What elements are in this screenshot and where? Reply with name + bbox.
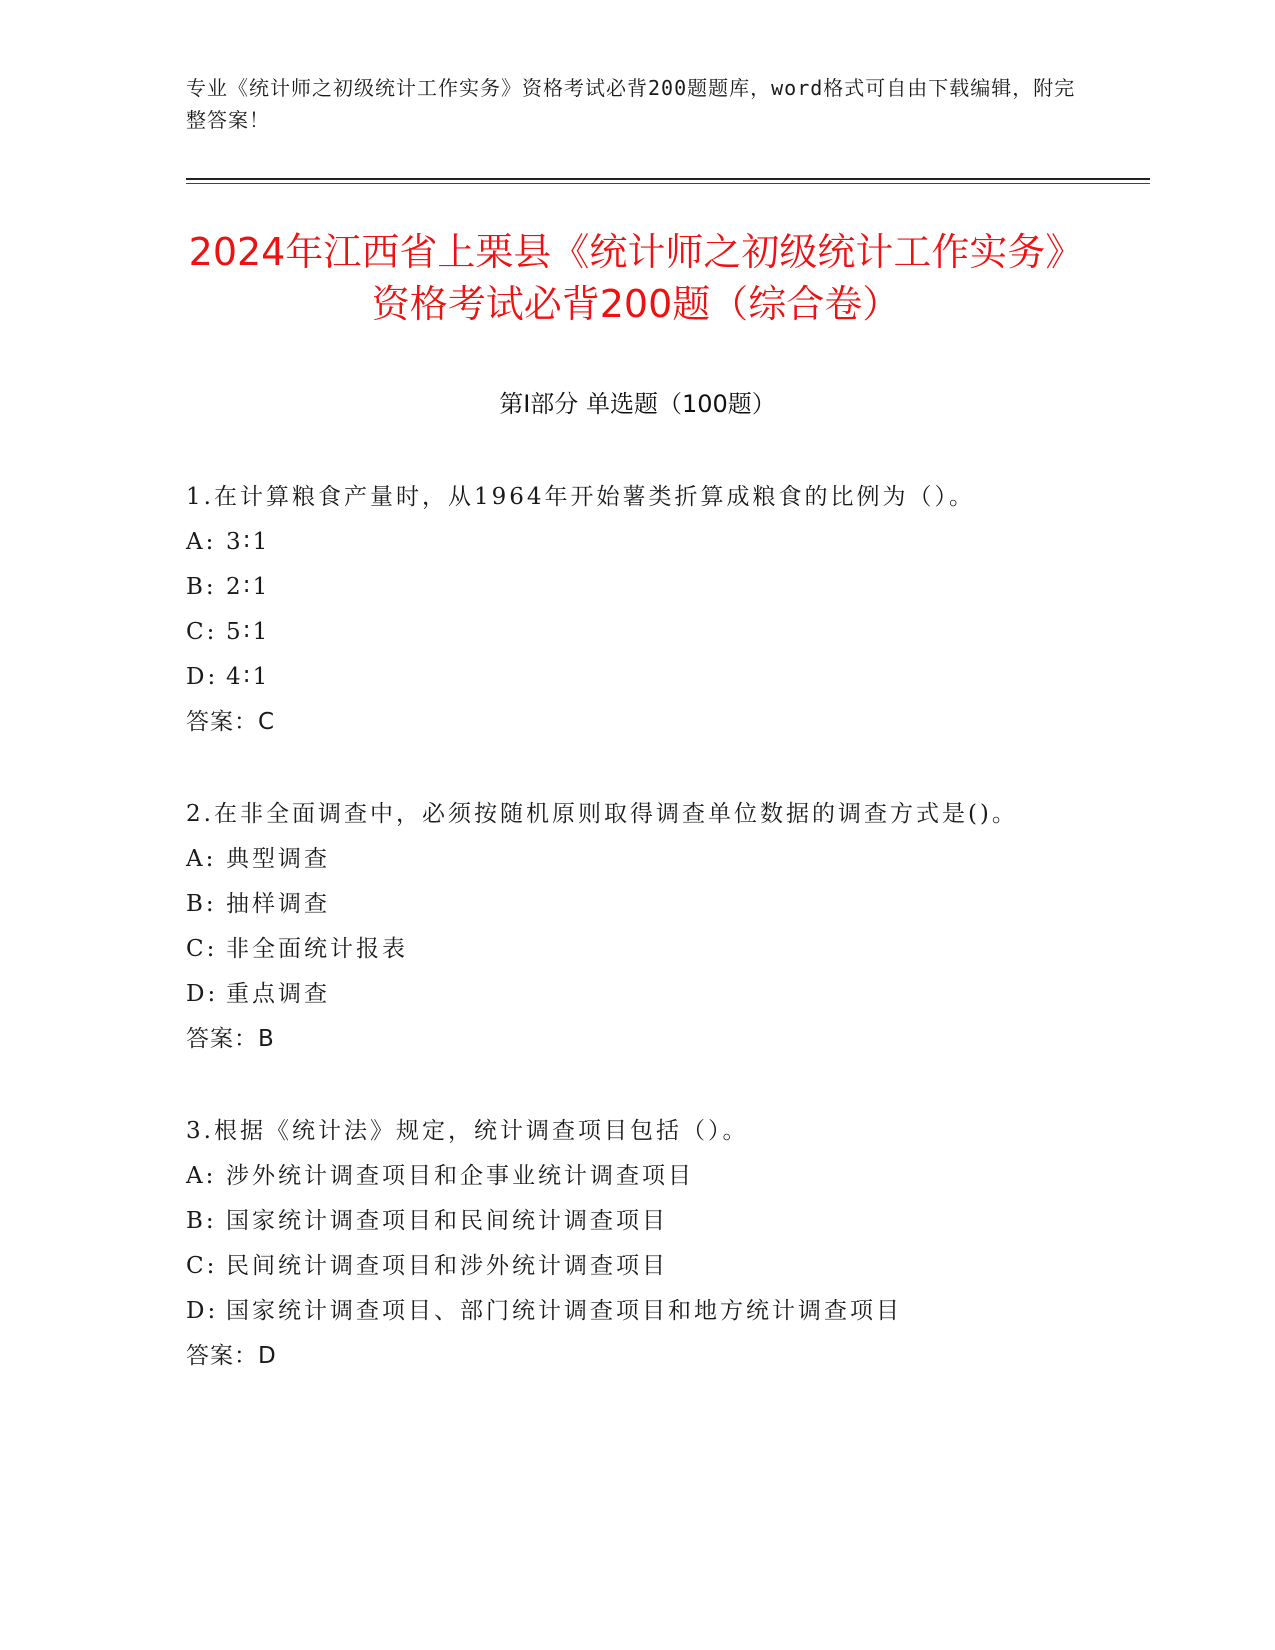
answer-line: 答案：C — [186, 709, 276, 735]
option-letter: C: — [186, 1253, 218, 1279]
answer-line: 答案：B — [186, 1026, 275, 1052]
option-text: 典型调查 — [226, 846, 330, 872]
option-b — [186, 882, 1086, 927]
option-letter: D: — [186, 664, 219, 690]
option-letter: A: — [186, 529, 217, 555]
option-text: 民间统计调查项目和涉外统计调查项目 — [226, 1253, 668, 1279]
question-stem: 3.根据《统计法》规定，统计调查项目包括（）。 — [186, 1118, 749, 1144]
option-c — [186, 927, 1086, 972]
header-divider-thick — [186, 178, 1150, 180]
header-divider-thin — [186, 183, 1150, 184]
section-title: 第Ⅰ部分 单选题（100题） — [499, 390, 776, 418]
option-text: 涉外统计调查项目和企事业统计调查项目 — [226, 1163, 694, 1189]
option-c — [186, 610, 1086, 655]
option-letter: D: — [186, 981, 219, 1007]
document-title: 2024年江西省上栗县《统计师之初级统计工作实务》资格考试必背200题（综合卷） — [188, 230, 1084, 326]
question-list — [186, 474, 1086, 1425]
option-text: 5∶1 — [226, 619, 271, 645]
question-2 — [186, 791, 1086, 1062]
option-a — [186, 520, 1086, 565]
option-b — [186, 1199, 1086, 1244]
question-stem: 2.在非全面调查中，必须按随机原则取得调查单位数据的调查方式是()。 — [186, 801, 1018, 827]
option-d — [186, 655, 1086, 700]
question-1 — [186, 474, 1086, 745]
option-a — [186, 837, 1086, 882]
option-text: 国家统计调查项目、部门统计调查项目和地方统计调查项目 — [226, 1298, 902, 1324]
option-text: 国家统计调查项目和民间统计调查项目 — [226, 1208, 668, 1234]
answer-line: 答案：D — [186, 1343, 277, 1369]
option-text: 非全面统计报表 — [226, 936, 408, 962]
option-a — [186, 1154, 1086, 1199]
option-c — [186, 1244, 1086, 1289]
option-text: 抽样调查 — [226, 891, 330, 917]
option-letter: D: — [186, 1298, 219, 1324]
option-letter: C: — [186, 619, 218, 645]
option-d — [186, 1289, 1086, 1334]
option-text: 3∶1 — [226, 529, 271, 555]
option-letter: B: — [186, 891, 217, 917]
header-note: 专业《统计师之初级统计工作实务》资格考试必背200题题库，word格式可自由下载编辑，附完整答案！ — [186, 76, 1076, 132]
option-letter: B: — [186, 1208, 217, 1234]
option-b — [186, 565, 1086, 610]
option-d — [186, 972, 1086, 1017]
option-text: 2∶1 — [226, 574, 271, 600]
option-letter: A: — [186, 846, 217, 872]
option-letter: B: — [186, 574, 217, 600]
option-letter: A: — [186, 1163, 217, 1189]
option-text: 4∶1 — [226, 664, 271, 690]
question-stem: 1.在计算粮食产量时，从1964年开始薯类折算成粮食的比例为（）。 — [186, 484, 975, 510]
question-3 — [186, 1108, 1086, 1379]
option-text: 重点调查 — [226, 981, 330, 1007]
option-letter: C: — [186, 936, 218, 962]
